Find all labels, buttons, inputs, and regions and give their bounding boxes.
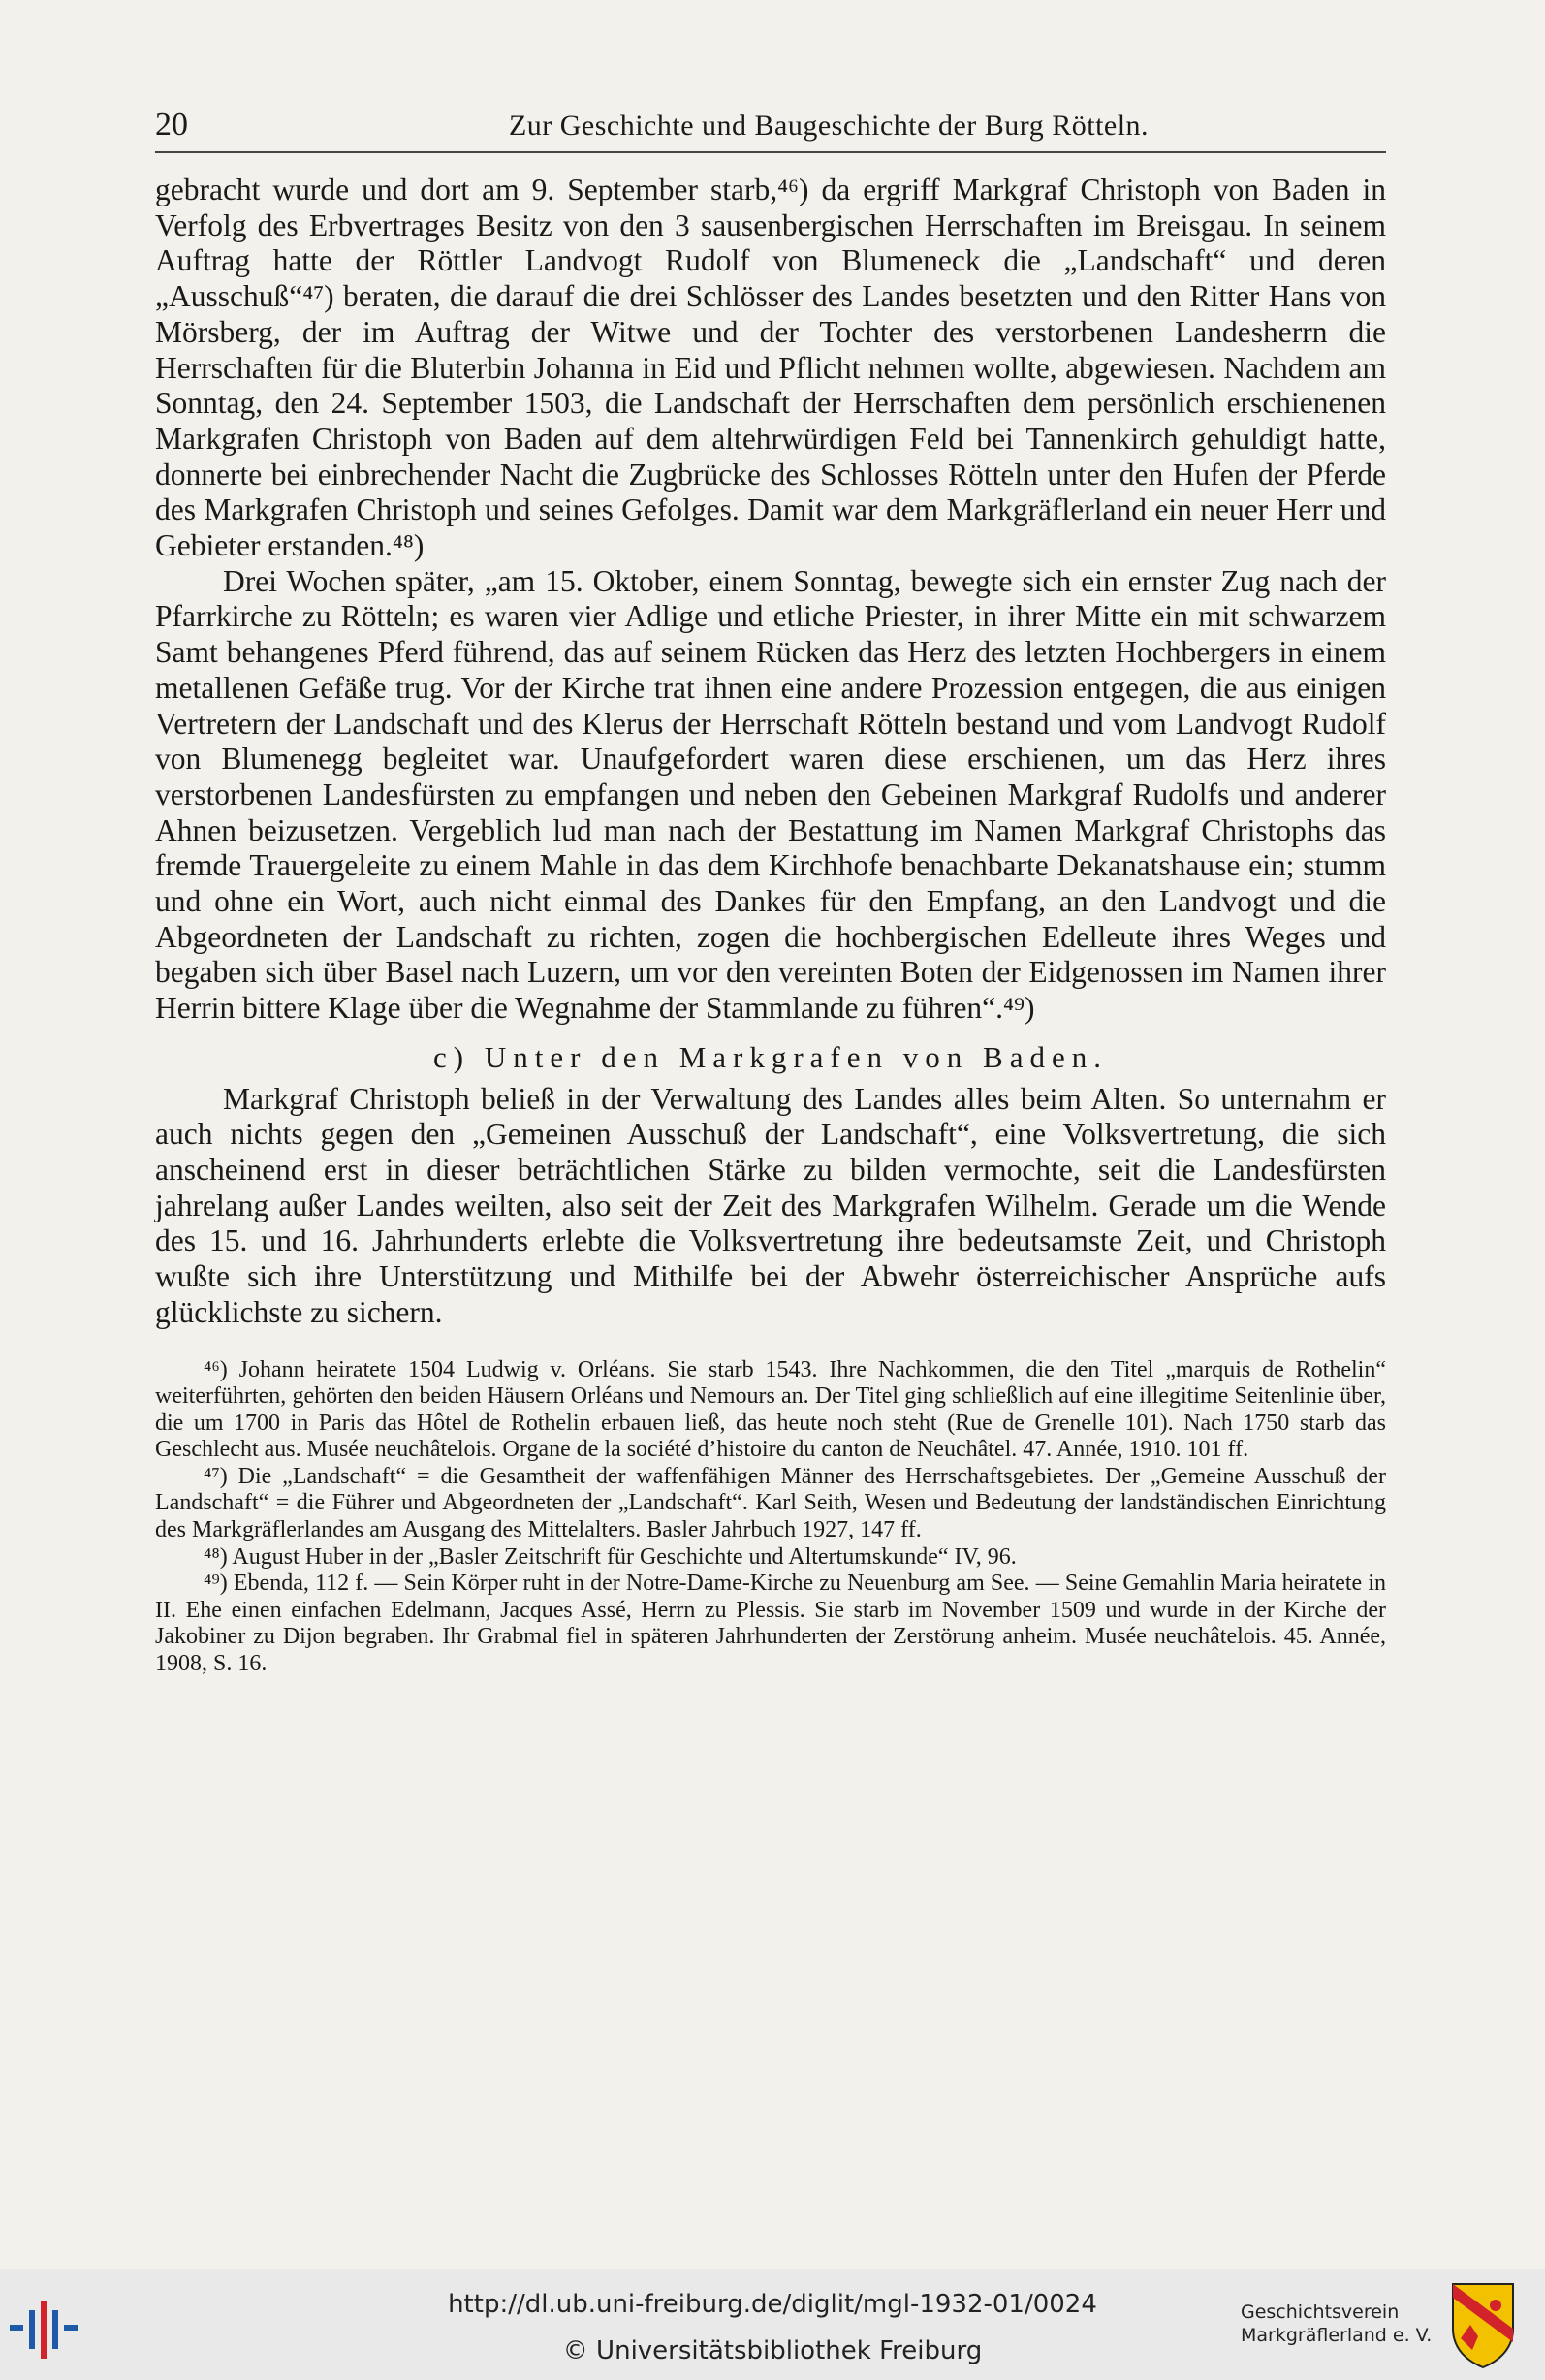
crest-icon — [1449, 2280, 1517, 2369]
society-name — [1241, 2301, 1435, 2347]
page-number: 20 — [155, 107, 188, 143]
society-name-line-1: Geschichtsverein — [1241, 2301, 1400, 2323]
footnote-46: ⁴⁶) Johann heiratete 1504 Ludwig v. Orléans. Sie starb 1543. Ihre Nachkommen, die den Titel „marquis de Rothelin“ weiterführten, gehörten den beiden Häusern Orléans und Nemours an. Der Titel ging schließlich auf eine illegitime Seitenlinie über, die um 1700 in Paris das Hôtel de Rothelin erbauen ließ, das heute noch steht (Rue de Grenelle 101). Nach 1750 starb das Geschlecht aus. Musée neuchâtelois. Organe de la société d’histoire du canton de Neuchâtel. 47. Année, 1910. 101 ff. — [155, 1356, 1386, 1463]
footnotes — [155, 1357, 1386, 1678]
footnote-48: ⁴⁸) August Huber in der „Basler Zeitschrift für Geschichte und Altertumskunde“ IV, 96. — [204, 1543, 1017, 1570]
section-heading: c) Unter den Markgrafen von Baden. — [433, 1039, 1108, 1074]
page-content — [155, 107, 1386, 1678]
body-text — [155, 173, 1386, 1331]
footnote-47: ⁴⁷) Die „Landschaft“ = die Gesamtheit der waffenfähigen Männer des Herrschaftsgebietes. Der „Gemeine Ausschuß der Landschaft“ = die Führer und Abgeordneten der „Landschaft“. Karl Seith, Wesen und Bedeutung der landständischen Einrichtung des Markgräflerlandes am Ausgang des Mittelalters. Basler Jahrbuch 1927, 147 ff. — [155, 1463, 1386, 1543]
society-name-line-2: Markgräflerland e. V. — [1241, 2325, 1433, 2346]
paragraph-3: Markgraf Christoph beließ in der Verwaltung des Landes alles beim Alten. So unternahm er auch nichts gegen den „Gemeinen Ausschuß der Landschaft“, eine Volksvertretung, die sich anscheinend erst in dieser beträchtlichen Stärke zu bilden vermochte, seit die Landesfürsten jahrelang außer Landes weilten, also seit der Zeit des Markgrafen Wilhelm. Gerade um die Wende des 15. und 16. Jahrhunderts erlebte die Volksvertretung ihre bedeutsamste Zeit, und Christoph wußte sich ihre Unterstützung und Mithilfe bei der Abwehr österreichischer Ansprüche aufs glücklichste zu sichern. — [155, 1081, 1386, 1329]
permalink-link[interactable]: http://dl.ub.uni-freiburg.de/diglit/mgl-1932-01/0024 — [448, 2290, 1097, 2319]
viewer-footer — [0, 2269, 1545, 2380]
paragraph-2: Drei Wochen später, „am 15. Oktober, einem Sonntag, bewegte sich ein ernster Zug nach der Pfarrkirche zu Rötteln; es waren vier Adlige und etliche Priester, in ihrer Mitte ein mit schwarzem Samt behangenes Pferd führend, das auf seinem Rücken das Herz des letzten Hochbergers in einem metallenen Gefäße trug. Vor der Kirche trat ihnen eine andere Prozession entgegen, die aus einigen Vertretern der Landschaft und des Klerus der Herrschaft Rötteln bestand und vom Landvogt Rudolf von Blumenegg begleitet war. Unaufgefordert waren diese erschienen, um das Herz ihres verstorbenen Landesfürsten zu empfangen und neben den Gebeinen Markgraf Rudolfs und anderer Ahnen beizusetzen. Vergeblich lud man nach der Bestattung im Namen Markgraf Christophs das fremde Trauergeleite zu einem Mahle in das dem Kirchhofe benachbarte Dekanatshause ein; stumm und ohne ein Wort, auch nicht einmal des Dankes für den Empfang, an den Landvogt und die Abgeordneten der Landschaft zu richten, zogen die hochbergischen Edelleute ihres Weges und begaben sich über Basel nach Luzern, um vor den vereinten Boten der Eidgenossen im Namen ihrer Herrin bittere Klage über die Wegnahme der Stammlande zu führen“.⁴⁹) — [155, 563, 1386, 1026]
page-header — [155, 107, 1386, 153]
copyright-notice: © Universitätsbibliothek Freiburg — [562, 2336, 983, 2365]
footnote-49: ⁴⁹) Ebenda, 112 f. — Sein Körper ruht in der Notre-Dame-Kirche zu Neuenburg am See. — Seine Gemahlin Maria heiratete in II. Ehe einen einfachen Edelmann, Jacques Assé, Herrn zu Plessis. Sie starb im November 1509 und wurde in der Kirche der Jakobiner zu Dijon begraben. Ihr Grabmal fiel in späteren Jahrhunderten der Zerstörung anheim. Musée neuchâtelois. 45. Année, 1908, S. 16. — [155, 1571, 1386, 1677]
running-head: Zur Geschichte und Baugeschichte der Burg Rötteln. — [508, 110, 1150, 142]
paragraph-1: gebracht wurde und dort am 9. September starb,⁴⁶) da ergriff Markgraf Christoph von Baden in Verfolg des Erbvertrages Besitz von den 3 sausenbergischen Herrschaften im Breisgau. In seinem Auftrag hatte der Röttler Landvogt Rudolf von Blumeneck die „Landschaft“ und deren „Ausschuß“⁴⁷) beraten, die darauf die drei Schlösser des Landes besetzten und den Ritter Hans von Mörsberg, der im Auftrag der Witwe und der Tochter des verstorbenen Landesherrn die Herrschaften für die Bluterbin Johanna in Eid und Pflicht nehmen wollte, abgewiesen. Nachdem am Sonntag, den 24. September 1503, die Landschaft der Herrschaften dem persönlich erschienenen Markgrafen Christoph von Baden auf dem altehrwürdigen Feld bei Tannenkirch gehuldigt hatte, donnerte bei einbrechender Nacht die Zugbrücke des Schlosses Rötteln unter den Hufen der Pferde des Markgrafen Christoph und seines Gefolges. Damit war dem Markgräflerland ein neuer Herr und Gebieter erstanden.⁴⁸) — [155, 173, 1386, 563]
